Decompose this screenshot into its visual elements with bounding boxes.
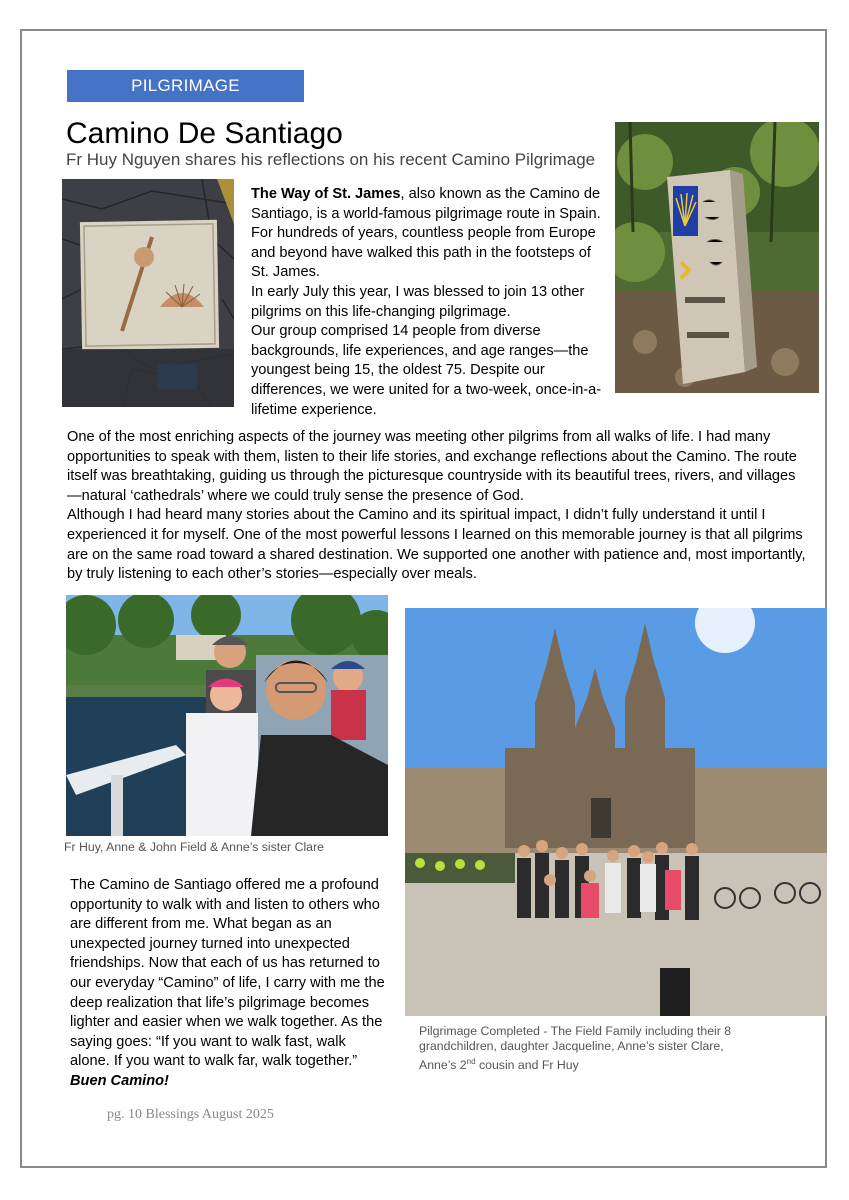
intro-paragraph-3: Our group comprised 14 people from diverse backgrounds, life experiences, and age ranges—the youngest being 15, the oldest 75. Despite our differences, we were united for a two-week, once-in-a-lifetime experience. — [251, 323, 602, 418]
intro-lead-rest: , also known as the Camino de Santiago, is a world-famous pilgrimage route in Spain. For hundreds of years, countless people from Europe and beyond have walked this path in the footsteps of St. James. — [251, 186, 601, 281]
cathedral-group-photo — [405, 608, 827, 1016]
closing-text — [70, 876, 385, 1092]
page-subtitle: Fr Huy Nguyen shares his reflections on his recent Camino Pilgrimage — [66, 150, 596, 169]
intro-paragraph-2: In early July this year, I was blessed to join 13 other pilgrims on this life-changing pilgrimage. — [251, 283, 585, 320]
mosaic-shell-photo — [62, 179, 234, 407]
closing-paragraph: The Camino de Santiago offered me a profound opportunity to walk with and listen to others who are different from me. What began as an unexpected journey turned into unexpected friendships. Now that each of us has returned to our everyday “Camino” of life, I carry with me the deep realization that life’s pilgrimage becomes lighter and easier when we walk together. As the saying goes: “If you want to walk fast, walk alone. If you want to walk far, walk together.” — [70, 877, 385, 1070]
camino-waymarker-photo — [615, 122, 819, 393]
body-paragraph-1: One of the most enriching aspects of the journey was meeting other pilgrims from all walks of life. I had many opportunities to speak with them, listen to their life stories, and exchange reflections about the Camino. The route itself was breathtaking, guiding us through the picturesque countryside with its beautiful trees, rivers, and villages—natural ‘cathedrals’ where we could truly sense the presence of God. — [67, 429, 797, 504]
cathedral-caption-text-end: cousin and Fr Huy — [475, 1058, 579, 1073]
section-tag: PILGRIMAGE — [67, 70, 304, 102]
body-text — [67, 428, 807, 585]
page-title: Camino De Santiago — [66, 117, 343, 150]
closing-sign-off: Buen Camino! — [70, 1072, 169, 1089]
body-paragraph-2: Although I had heard many stories about the Camino and its spiritual impact, I didn’t fully understand it until I experienced it for myself. One of the most powerful lessons I learned on this memorable journey is that all pilgrims are on the same road toward a shared destination. We supported one another with patience and, most importantly, by truly listening to each other’s stories—especially over meals. — [67, 507, 806, 583]
intro-text — [251, 185, 606, 420]
selfie-caption: Fr Huy, Anne & John Field & Anne’s sister Clare — [64, 840, 324, 854]
page-footer: pg. 10 Blessings August 2025 — [107, 1107, 274, 1122]
cathedral-caption-text: Pilgrimage Completed - The Field Family including their 8 grandchildren, daughter Jacqueline, Anne’s sister Clare, Anne’s 2 — [419, 1024, 732, 1073]
cathedral-caption-superscript: nd — [466, 1057, 476, 1066]
group-selfie-photo — [66, 595, 388, 836]
cathedral-caption — [419, 1024, 759, 1073]
intro-lead: The Way of St. James — [251, 186, 401, 202]
